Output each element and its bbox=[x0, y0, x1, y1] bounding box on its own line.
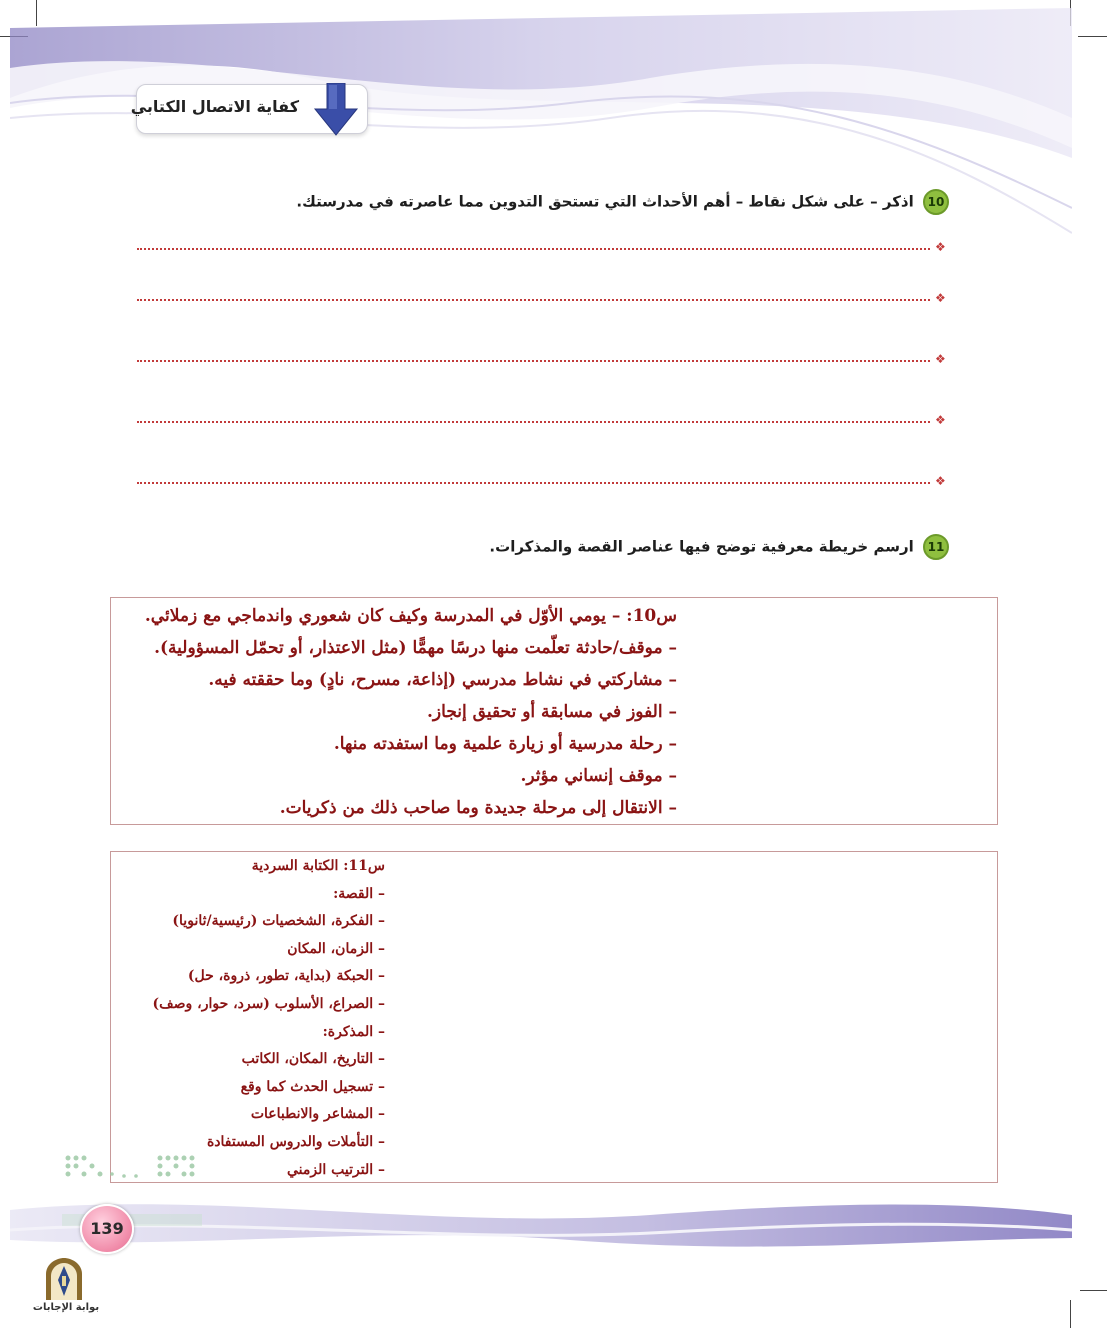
answer-line: – موقف إنساني مؤثر. bbox=[520, 766, 677, 786]
page-number: 139 bbox=[80, 1204, 134, 1254]
answer-line: – الانتقال إلى مرحلة جديدة وما صاحب ذلك من ذكريات. bbox=[279, 798, 677, 818]
question-number-badge: 11 bbox=[923, 534, 949, 560]
down-arrow-icon bbox=[313, 83, 359, 137]
question-text: اذكر – على شكل نقاط – أهم الأحداث التي تستحق التدوين مما عاصرته في مدرستك. bbox=[296, 192, 914, 211]
answer-line: – التاريخ، المكان، الكاتب bbox=[241, 1051, 385, 1068]
answer-line: – رحلة مدرسية أو زيارة علمية وما استفدته منها. bbox=[333, 734, 677, 754]
answer-line: – الفكرة، الشخصيات (رئيسية/ثانويا) bbox=[172, 913, 385, 930]
answer-line: – مشاركتي في نشاط مدرسي (إذاعة، مسرح، نادٍ) وما حققته فيه. bbox=[208, 670, 677, 690]
answer-text bbox=[153, 853, 385, 1184]
section-header-tab bbox=[130, 84, 368, 134]
dotted-answer-line[interactable] bbox=[137, 482, 930, 484]
answer-box-q11 bbox=[110, 851, 998, 1183]
dotted-answer-line[interactable] bbox=[137, 360, 930, 362]
bullet-icon: ❖ bbox=[935, 352, 946, 366]
answer-line: – تسجيل الحدث كما وقع bbox=[240, 1078, 385, 1095]
question-11 bbox=[489, 534, 949, 560]
answer-line: س11: الكتابة السردية bbox=[251, 858, 385, 874]
section-title: كفاية الاتصال الكتابي bbox=[130, 97, 299, 116]
answer-line: – الصراع، الأسلوب (سرد، حوار، وصف) bbox=[152, 995, 385, 1012]
question-number-badge: 10 bbox=[923, 189, 949, 215]
bullet-icon: ❖ bbox=[935, 291, 946, 305]
crop-mark bbox=[1080, 1290, 1107, 1291]
answer-text bbox=[145, 600, 677, 824]
crop-mark bbox=[1070, 1300, 1071, 1328]
crop-mark bbox=[1078, 36, 1107, 37]
bullet-icon: ❖ bbox=[935, 474, 946, 488]
portal-name: بوابة الإجابات bbox=[32, 1302, 100, 1313]
question-text: ارسم خريطة معرفية توضح فيها عناصر القصة والمذكرات. bbox=[489, 537, 914, 556]
answer-line: – الترتيب الزمني bbox=[287, 1161, 385, 1178]
dotted-answer-line[interactable] bbox=[137, 248, 930, 250]
answer-line: – القصة: bbox=[333, 885, 385, 902]
dotted-answer-line[interactable] bbox=[137, 421, 930, 423]
dotted-answer-line[interactable] bbox=[137, 299, 930, 301]
bullet-icon: ❖ bbox=[935, 413, 946, 427]
answer-line: – الحبكة (بداية، تطور، ذروة، حل) bbox=[187, 968, 385, 985]
answer-line: – المشاعر والانطباعات bbox=[250, 1106, 385, 1123]
answer-line: – موقف/حادثة تعلّمت منها درسًا مهمًّا (مثل الاعتذار، أو تحمّل المسؤولية). bbox=[154, 638, 677, 658]
portal-logo-icon bbox=[42, 1256, 86, 1302]
bullet-icon: ❖ bbox=[935, 240, 946, 254]
question-10 bbox=[296, 189, 949, 215]
answer-line: – التأملات والدروس المستفادة bbox=[206, 1133, 385, 1150]
answer-line: – الفوز في مسابقة أو تحقيق إنجاز. bbox=[427, 702, 677, 722]
answer-line: – المذكرة: bbox=[322, 1023, 385, 1040]
answer-box-q10 bbox=[110, 597, 998, 825]
answer-line: – الزمان، المكان bbox=[287, 940, 385, 957]
answer-line: س10: – يومي الأوّل في المدرسة وكيف كان شعوري واندماجي مع زملائي. bbox=[144, 606, 677, 626]
